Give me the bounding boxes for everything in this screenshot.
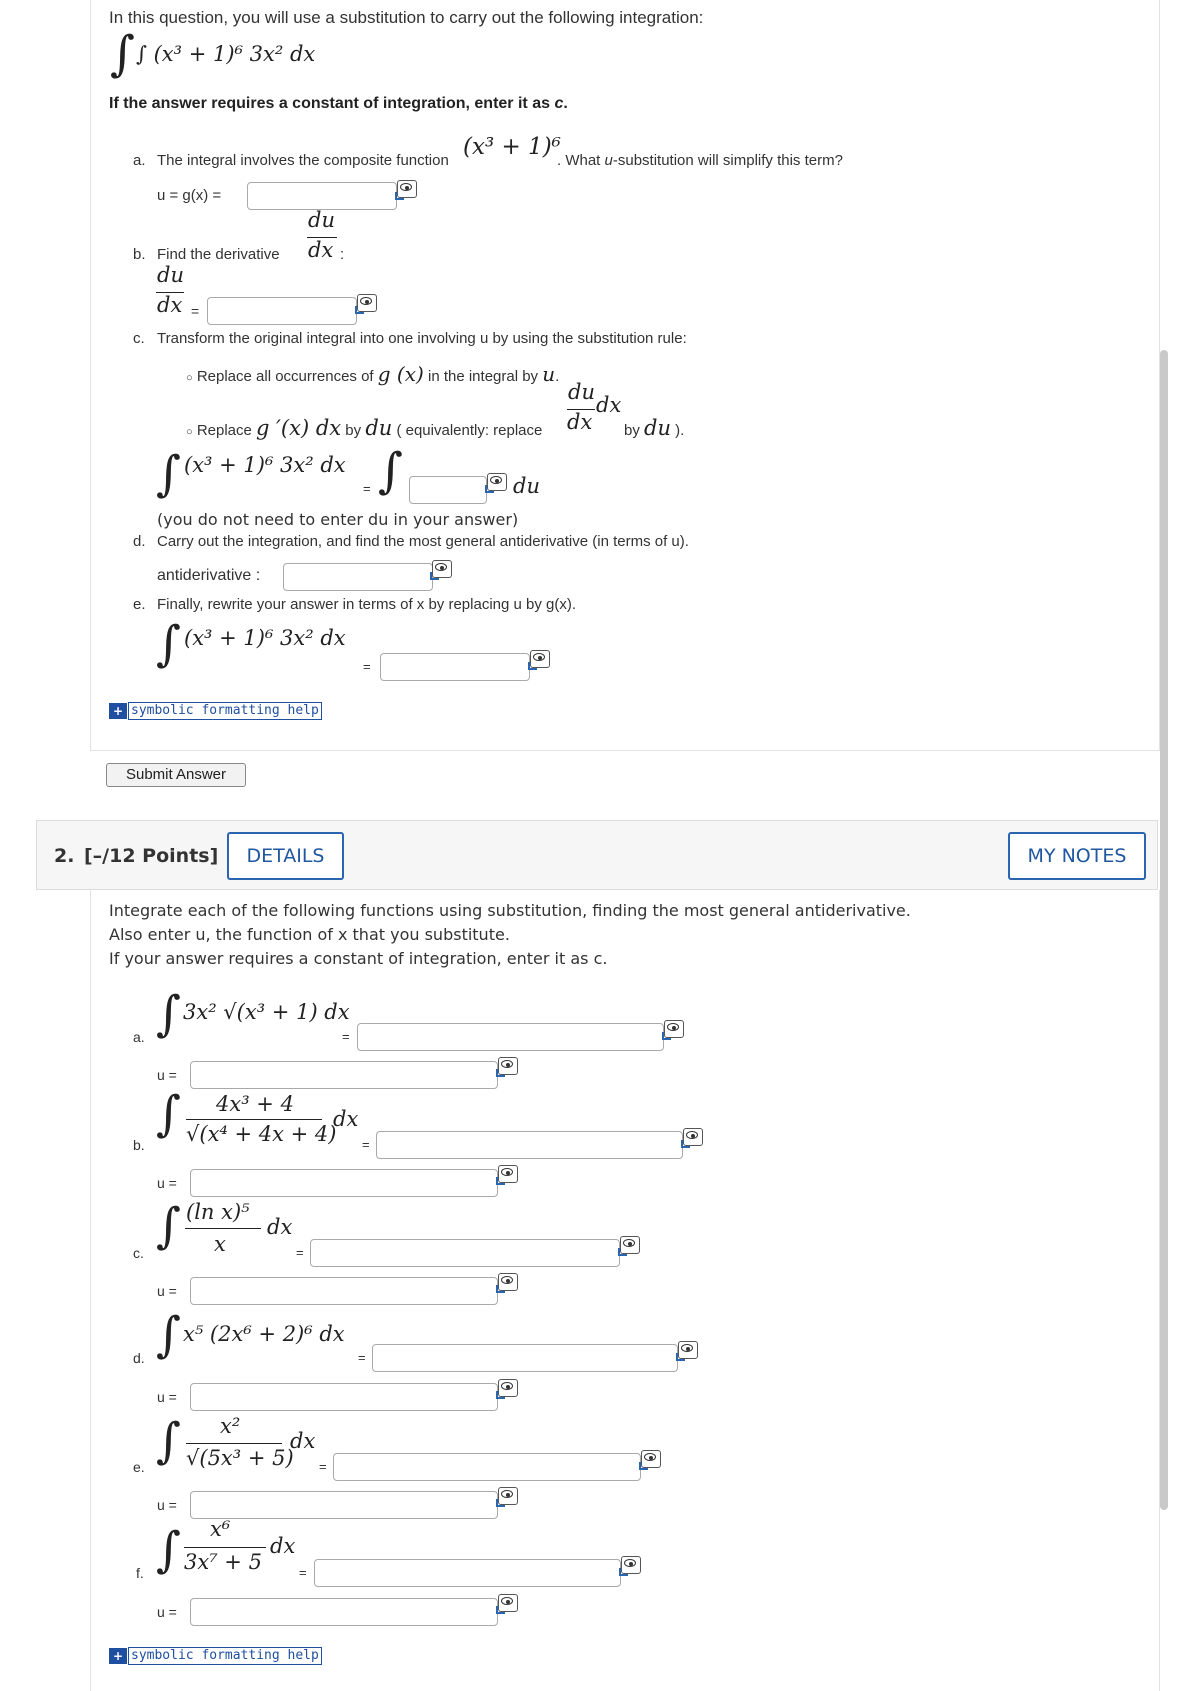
q2-part-b-dx: dx <box>333 1107 359 1131</box>
preview-icon[interactable] <box>357 294 377 312</box>
preview-icon[interactable] <box>678 1341 698 1359</box>
integral-sign: ∫ <box>378 443 404 499</box>
q1-part-a-text: The integral involves the composite function <box>157 152 449 169</box>
q1-part-a-composite: (x³ + 1)⁶ <box>463 134 561 160</box>
q2-points: [–/12 Points] <box>84 845 219 867</box>
q2-part-a-letter: a. <box>133 1029 145 1045</box>
my-notes-button[interactable]: MY NOTES <box>1008 832 1146 880</box>
q1-part-c-text: Transform the original integral into one involving u by using the substitution rule: <box>157 330 687 347</box>
q2-part-f-letter: f. <box>136 1565 144 1581</box>
bullet1-u: u <box>542 362 556 386</box>
bullet2-by: by <box>345 422 362 439</box>
details-button[interactable]: DETAILS <box>227 832 344 880</box>
q2-part-c-denominator: x <box>214 1232 226 1256</box>
q2-part-d-letter: d. <box>133 1350 145 1366</box>
q2-part-b-letter: b. <box>133 1137 145 1153</box>
q1-part-b-text: Find the derivative <box>157 246 280 263</box>
q2-part-c-letter: c. <box>133 1245 144 1261</box>
q2-intro-2: Also enter u, the function of x that you substitute. <box>109 925 510 944</box>
help-label: symbolic formatting help <box>128 1647 322 1665</box>
preview-icon[interactable] <box>498 1594 518 1612</box>
bullet2-by2: by <box>624 422 640 439</box>
preview-icon[interactable] <box>498 1273 518 1291</box>
q2-part-a-answer-input[interactable] <box>357 1023 664 1051</box>
q1-part-a-field-label: u = g(x) = <box>157 187 222 204</box>
part-a-text2: . What <box>557 152 605 169</box>
q1-part-c-lhs: (x³ + 1)⁶ 3x² dx <box>184 453 346 477</box>
bullet2-tail <box>624 416 684 440</box>
q2-part-b-eq: = <box>362 1137 370 1152</box>
part-e-eq: = <box>363 659 371 674</box>
q2-part-f-dx: dx <box>270 1534 296 1558</box>
integral-sign: ∫ <box>156 616 182 672</box>
help-label: symbolic formatting help <box>128 702 322 720</box>
q2-part-e-letter: e. <box>133 1459 145 1475</box>
preview-icon[interactable] <box>683 1128 703 1146</box>
preview-icon[interactable] <box>498 1165 518 1183</box>
q1-part-a-question <box>557 152 843 169</box>
q2-intro-1: Integrate each of the following functions using substitution, finding the most general antiderivative. <box>109 901 911 920</box>
integral-sign: ∫ <box>156 1413 182 1469</box>
q2-part-c-dx: dx <box>267 1215 293 1239</box>
transformed-integrand-input[interactable] <box>409 476 487 504</box>
q1-integral-expr: ∫ (x³ + 1)⁶ 3x² dx <box>136 42 316 66</box>
preview-icon[interactable] <box>487 473 507 491</box>
q2-part-e-u-input[interactable] <box>190 1491 498 1519</box>
q1-constant-note <box>109 95 568 113</box>
constant-note-end: . <box>563 95 568 112</box>
part-a-text3: -substitution will simplify this term? <box>612 152 843 169</box>
bullet2-frac-den: dx <box>567 410 593 434</box>
q2-part-e-eq: = <box>319 1459 327 1474</box>
bullet2-close: ). <box>675 422 685 439</box>
q2-part-c-answer-input[interactable] <box>310 1239 620 1267</box>
fraction-bar <box>185 1228 261 1229</box>
bullet2-pre: Replace <box>196 422 252 439</box>
q2-part-a-u-input[interactable] <box>190 1061 498 1089</box>
bullet2-frac-num: du <box>568 380 595 404</box>
q1-part-b-letter: b. <box>133 246 146 263</box>
q2-part-d-u-label: u = <box>157 1389 177 1405</box>
q1-part-e-lhs: (x³ + 1)⁶ 3x² dx <box>184 626 346 650</box>
preview-icon[interactable] <box>530 650 550 668</box>
q2-part-b-denominator: √(x⁴ + 4x + 4) <box>186 1122 337 1146</box>
q1-part-c-note: (you do not need to enter du in your answer) <box>157 510 519 529</box>
bullet2-du2: du <box>644 416 671 440</box>
q2-part-b-u-input[interactable] <box>190 1169 498 1197</box>
bullet1-math: g (x) <box>377 362 424 386</box>
q2-part-a-eq: = <box>342 1029 350 1044</box>
integral-sign: ∫ <box>156 1307 182 1363</box>
symbolic-formatting-help-link[interactable] <box>109 702 319 720</box>
q1-part-d-label: antiderivative : <box>157 567 261 584</box>
part-a-u: u <box>604 152 613 169</box>
part-c-du: du <box>513 474 540 498</box>
fraction-bar <box>186 1443 282 1444</box>
q2-part-d-answer-input[interactable] <box>372 1344 678 1372</box>
u-substitution-input[interactable] <box>247 182 397 210</box>
q2-part-e-u-label: u = <box>157 1497 177 1513</box>
integral-sign: ∫ <box>110 26 136 82</box>
q2-part-c-u-input[interactable] <box>190 1277 498 1305</box>
q2-part-f-answer-input[interactable] <box>314 1559 621 1587</box>
constant-var: c <box>554 95 564 112</box>
bullet1-pre: Replace all occurrences of <box>196 368 374 385</box>
integral-sign: ∫ <box>156 986 182 1042</box>
part-b-field-frac-num: du <box>157 263 184 287</box>
q2-intro-3: If your answer requires a constant of integration, enter it as c. <box>109 949 608 968</box>
antiderivative-input[interactable] <box>283 563 433 591</box>
submit-answer-button[interactable]: Submit Answer <box>106 763 246 787</box>
q2-part-a-u-label: u = <box>157 1067 177 1083</box>
preview-icon[interactable] <box>498 1487 518 1505</box>
part-b-frac-den: dx <box>308 238 334 262</box>
q1-intro: In this question, you will use a substitution to carry out the following integration: <box>109 8 704 27</box>
q2-part-e-denominator: √(5x³ + 5) <box>186 1446 294 1470</box>
q2-part-d-integrand: x⁵ (2x⁶ + 2)⁶ dx <box>183 1322 345 1346</box>
part-b-eq: = <box>191 303 200 319</box>
q2-part-e-answer-input[interactable] <box>333 1453 641 1481</box>
integral-sign: ∫ <box>156 1086 182 1142</box>
bullet-circle: ○ <box>186 372 193 384</box>
integral-sign: ∫ <box>156 1198 182 1254</box>
q1-part-e-text: Finally, rewrite your answer in terms of x by replacing u by g(x). <box>157 596 577 613</box>
integral-sign: ∫ <box>156 1522 182 1578</box>
preview-icon[interactable] <box>621 1556 641 1574</box>
q2-part-b-numerator: 4x³ + 4 <box>216 1092 294 1116</box>
bullet2-equiv: ( equivalently: replace <box>396 422 543 439</box>
q2-part-b-answer-input[interactable] <box>376 1131 683 1159</box>
q2-part-c-eq: = <box>296 1245 304 1260</box>
final-answer-input[interactable] <box>380 653 530 681</box>
q2-part-f-eq: = <box>299 1565 307 1580</box>
q2-number: 2. <box>54 845 75 867</box>
part-b-field-frac-den: dx <box>157 293 183 317</box>
symbolic-formatting-help-link[interactable] <box>109 1647 319 1665</box>
q2-part-d-eq: = <box>358 1350 366 1365</box>
integral-sign: ∫ <box>156 446 182 502</box>
bullet2-dx: dx <box>596 393 622 417</box>
q1-part-d-text: Carry out the integration, and find the most general antiderivative (in terms of u). <box>157 533 689 550</box>
q1-part-a-letter: a. <box>133 152 146 169</box>
bullet1-mid: in the integral by <box>427 368 539 385</box>
bullet-1 <box>186 362 559 386</box>
q1-part-e-letter: e. <box>133 596 146 613</box>
plus-icon: + <box>109 703 127 719</box>
preview-icon[interactable] <box>397 180 417 198</box>
preview-icon[interactable] <box>641 1450 661 1468</box>
q2-part-f-denominator: 3x⁷ + 5 <box>184 1550 262 1574</box>
bullet2-math: g ′(x) dx <box>256 416 342 440</box>
bullet-circle: ○ <box>186 426 193 438</box>
q2-part-d-u-input[interactable] <box>190 1383 498 1411</box>
preview-icon[interactable] <box>620 1236 640 1254</box>
q2-part-a-integrand: 3x² √(x³ + 1) dx <box>183 1000 350 1024</box>
part-c-eq: = <box>363 481 371 496</box>
q2-part-f-u-input[interactable] <box>190 1598 498 1626</box>
preview-icon[interactable] <box>664 1020 684 1038</box>
plus-icon: + <box>109 1648 127 1664</box>
part-b-colon: : <box>340 246 345 263</box>
bullet2-du: du <box>365 416 393 440</box>
scrollbar[interactable] <box>1160 350 1168 1510</box>
bullet-2 <box>186 416 542 440</box>
fraction-bar <box>184 1547 266 1548</box>
q2-part-f-u-label: u = <box>157 1604 177 1620</box>
derivative-input[interactable] <box>207 297 357 325</box>
q2-part-e-numerator: x² <box>220 1414 241 1438</box>
preview-icon[interactable] <box>432 560 452 578</box>
q2-part-e-dx: dx <box>290 1429 316 1453</box>
preview-icon[interactable] <box>498 1379 518 1397</box>
q2-part-b-u-label: u = <box>157 1175 177 1191</box>
constant-note-text: If the answer requires a constant of integration, enter it as <box>109 95 555 112</box>
bullet1-end: . <box>555 368 560 385</box>
q2-part-f-numerator: x⁶ <box>210 1517 231 1541</box>
q2-part-c-numerator: (ln x)⁵ <box>186 1200 250 1224</box>
q2-part-c-u-label: u = <box>157 1283 177 1299</box>
part-b-frac-num: du <box>308 208 335 232</box>
q1-part-c-letter: c. <box>133 330 145 347</box>
fraction-bar <box>186 1119 322 1120</box>
q1-part-d-letter: d. <box>133 533 146 550</box>
preview-icon[interactable] <box>498 1057 518 1075</box>
